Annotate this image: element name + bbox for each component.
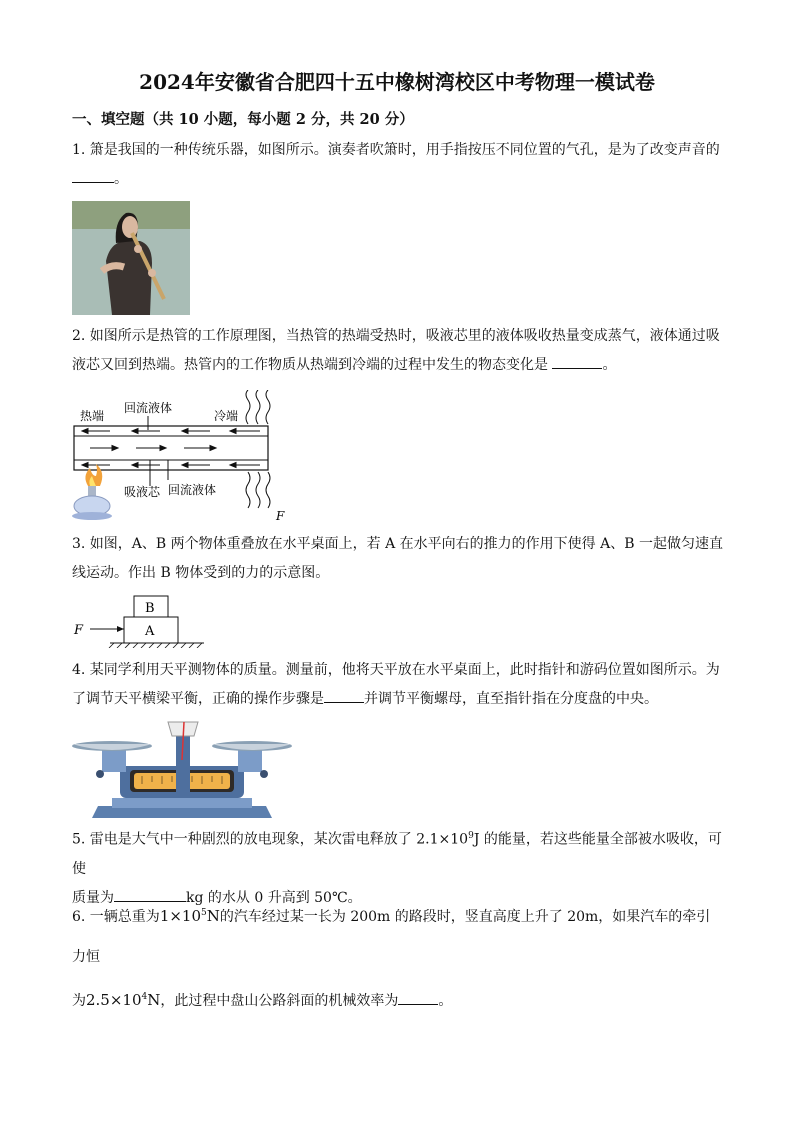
q2-answer-blank[interactable] — [552, 352, 602, 369]
q1-answer-blank[interactable] — [72, 166, 114, 183]
label-reflux-top: 回流液体 — [124, 401, 173, 415]
flute-player-photo — [72, 201, 190, 315]
label-cold-end: 冷端 — [214, 409, 239, 423]
q6-answer-blank[interactable] — [398, 988, 438, 1005]
q4-answer-blank[interactable] — [324, 686, 364, 703]
question-6: 6. 一辆总重为$1\times 10^5N$的汽车经过某一长为 200m 的路段时，竖直高度上升了 20m，如果汽车的牵引力恒 为$2.5\times 10^4N$，此过程中盘山公路斜面的机械效率为 。 — [72, 907, 711, 1009]
svg-text:A: A — [145, 624, 155, 639]
question-3: 3. 如图，A、B 两个物体重叠放在水平桌面上，若 A 在水平向右的推力的作用下使得 A、B 一起做匀速直 线运动。作出 B 物体受到的力的示意图。 — [72, 536, 723, 581]
svg-text:F: F — [74, 623, 84, 638]
svg-text:B: B — [145, 601, 155, 616]
question-1: 1. 箫是我国的一种传统乐器，如图所示。演奏者吹箫时，用手指按压不同位置的气孔，是为了改变声音的 。 — [72, 142, 720, 187]
section-heading: 一、填空题（共 10 小题，每小题 2 分，共 20 分） — [72, 111, 414, 128]
label-wick: 吸液芯 — [124, 485, 161, 499]
label-f: F — [276, 509, 285, 523]
question-5: 5. 雷电是大气中一种剧烈的放电现象，某次雷电释放了 $2.1\times 10^9J$ 的能量，若这些能量全部被水吸收，可使 质量为 kg 的水从 0 升高到 50℃。 — [72, 831, 722, 906]
label-hot-end: 热端 — [80, 409, 105, 423]
alcohol-lamp-icon — [72, 464, 112, 520]
page-title: 2024年安徽省合肥四十五中橡树湾校区中考物理一模试卷 — [139, 70, 655, 94]
question-2: 2. 如图所示是热管的工作原理图，当热管的热端受热时，吸液芯里的液体吸收热量变成蒸气，液体通过吸 液芯又回到热端。热管内的工作物质从热端到冷端的过程中发生的物态变化是 。 — [72, 328, 720, 373]
heat-pipe-diagram — [70, 390, 290, 526]
label-reflux-bottom: 回流液体 — [168, 483, 217, 497]
q1-text: 1. 箫是我国的一种传统乐器，如图所示。演奏者吹箫时，用手指按压不同位置的气孔，是为了改变声音的 — [72, 142, 720, 158]
question-4: 4. 某同学利用天平测物体的质量。测量前，他将天平放在水平桌面上，此时指针和游码位置如图所示。为 了调节天平横梁平衡，正确的操作步骤是 并调节平衡螺母，直至指针指在分度盘的中央。 — [72, 662, 720, 707]
blocks-diagram — [70, 594, 210, 648]
balance-scale-illustration — [72, 714, 292, 822]
